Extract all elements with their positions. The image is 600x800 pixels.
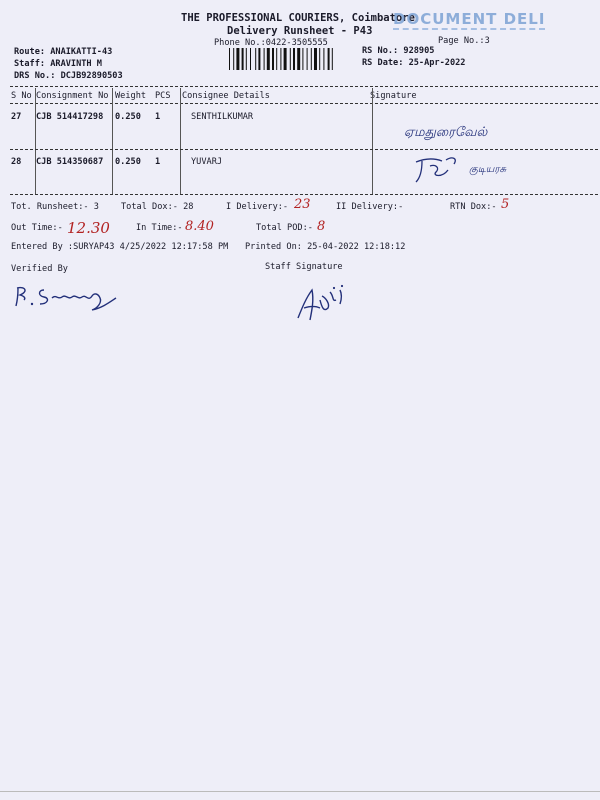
rs-date: RS Date: 25-Apr-2022 bbox=[362, 58, 466, 68]
barcode-bar bbox=[280, 48, 281, 70]
in-time-value: 8.40 bbox=[185, 219, 214, 234]
total-dox: Total Dox:- 28 bbox=[121, 202, 194, 212]
column-divider bbox=[112, 88, 113, 194]
barcode-bar bbox=[314, 48, 317, 70]
document-title: Delivery Runsheet - P43 bbox=[227, 25, 373, 37]
barcode-bar bbox=[246, 48, 247, 70]
row-sno: 28 bbox=[11, 157, 22, 167]
column-header-consignment: Consignment No bbox=[36, 91, 109, 101]
barcode-bar bbox=[255, 48, 256, 70]
column-header-consignee: Consignee Details bbox=[182, 91, 270, 101]
entered-by: Entered By :SURYAP43 4/25/2022 12:17:58 PM bbox=[11, 242, 229, 252]
barcode-bar bbox=[236, 48, 239, 70]
row-consignment: CJB 514350687 bbox=[36, 157, 104, 167]
drs-number: DRS No.: DCJB92890503 bbox=[14, 71, 123, 81]
barcode-bar bbox=[302, 48, 303, 70]
row-consignee: YUVARJ bbox=[191, 157, 223, 167]
column-header-weight: Weight bbox=[115, 91, 147, 101]
row-consignment: CJB 514417298 bbox=[36, 112, 104, 122]
page-number: Page No.:3 bbox=[438, 36, 490, 46]
in-time-label: In Time:- bbox=[136, 223, 183, 233]
phone-number: Phone No.:0422-3505555 bbox=[214, 38, 328, 48]
total-pod-label: Total POD:- bbox=[256, 223, 313, 233]
barcode-bar bbox=[264, 48, 265, 70]
barcode-bar bbox=[284, 48, 287, 70]
i-delivery-label: I Delivery:- bbox=[226, 202, 289, 212]
row-consignee: SENTHILKUMAR bbox=[191, 112, 254, 122]
barcode-bar bbox=[323, 48, 324, 70]
staff-signature-label: Staff Signature bbox=[265, 262, 343, 272]
column-header-pcs: PCS bbox=[155, 91, 171, 101]
printed-on: Printed On: 25-04-2022 12:18:12 bbox=[245, 242, 406, 252]
column-divider bbox=[372, 88, 373, 194]
row-separator bbox=[10, 149, 598, 150]
barcode-bar bbox=[293, 48, 295, 70]
rtn-dox-label: RTN Dox:- bbox=[450, 202, 497, 212]
barcode-bar bbox=[258, 48, 260, 70]
column-divider bbox=[35, 88, 36, 194]
rs-number: RS No.: 928905 bbox=[362, 46, 435, 56]
column-header-signature: Signature bbox=[370, 91, 417, 101]
rtn-dox-value: 5 bbox=[501, 197, 510, 212]
column-header-sno: S No bbox=[11, 91, 32, 101]
table-header-rule bbox=[10, 103, 598, 104]
barcode-bar bbox=[332, 48, 333, 70]
ii-delivery: II Delivery:- bbox=[336, 202, 404, 212]
out-time-value: 12.30 bbox=[67, 219, 110, 237]
barcode-bar bbox=[267, 48, 270, 70]
handwritten-name: குடியரசு bbox=[469, 164, 507, 175]
handwritten-signature: ஏமதுரைவேல் bbox=[404, 125, 488, 140]
column-divider bbox=[180, 88, 181, 194]
barcode-bar bbox=[276, 48, 277, 70]
verifier-signature bbox=[12, 280, 120, 314]
table-top-rule bbox=[10, 86, 598, 87]
staff-signature bbox=[292, 278, 354, 326]
barcode-bar bbox=[328, 48, 330, 70]
barcode-bar bbox=[233, 48, 234, 70]
barcode-bar bbox=[297, 48, 300, 70]
footer-rule bbox=[0, 791, 600, 792]
total-runsheet: Tot. Runsheet:- 3 bbox=[11, 202, 99, 212]
barcode-bar bbox=[307, 48, 308, 70]
total-pod-value: 8 bbox=[317, 219, 326, 234]
verified-by-label: Verified By bbox=[11, 264, 68, 274]
barcode-bar bbox=[311, 48, 312, 70]
barcode-bar bbox=[319, 48, 320, 70]
document-delivery-stamp: DOCUMENT DELI bbox=[393, 10, 546, 28]
barcode-bar bbox=[229, 48, 230, 70]
row-weight: 0.250 bbox=[115, 112, 141, 122]
table-bottom-rule bbox=[10, 194, 598, 195]
row-weight: 0.250 bbox=[115, 157, 141, 167]
route: Route: ANAIKATTI-43 bbox=[14, 47, 113, 57]
out-time-label: Out Time:- bbox=[11, 223, 63, 233]
barcode-bar bbox=[242, 48, 244, 70]
i-delivery-value: 23 bbox=[294, 197, 311, 212]
barcode-bar bbox=[290, 48, 291, 70]
barcode-bar bbox=[272, 48, 274, 70]
staff-name: Staff: ARAVINTH M bbox=[14, 59, 102, 69]
handwritten-signature-scribble bbox=[412, 152, 472, 188]
row-sno: 27 bbox=[11, 112, 22, 122]
row-pcs: 1 bbox=[155, 157, 161, 167]
company-name: THE PROFESSIONAL COURIERS, Coimbatore bbox=[181, 12, 415, 24]
row-pcs: 1 bbox=[155, 112, 161, 122]
barcode-bar bbox=[250, 48, 251, 70]
barcode bbox=[229, 48, 361, 70]
